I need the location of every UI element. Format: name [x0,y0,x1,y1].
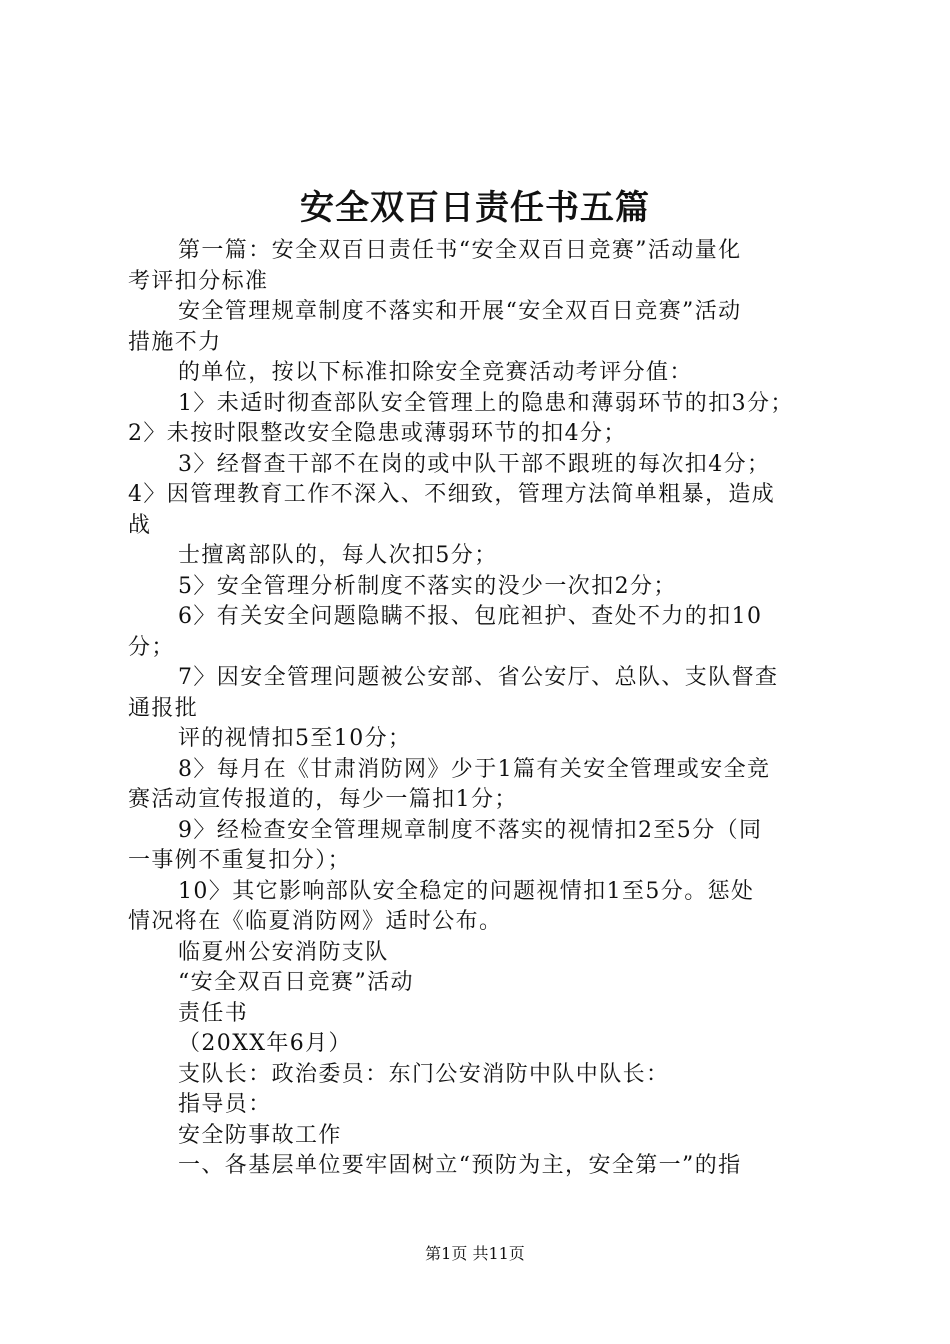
body-line: 2〉未按时限整改安全隐患或薄弱环节的扣4分； [128,421,627,446]
body-line: 士擅离部队的，每人次扣5分； [178,543,498,568]
body-line: 战 [128,512,152,538]
body-line: 安全防事故工作 [178,1122,342,1148]
body-line: “安全双百日竞赛”活动 [178,970,414,995]
body-line: 一事例不重复扣分）； [128,848,352,873]
body-line: （20XX年6月） [178,1031,352,1056]
body-line: 通报批 [128,695,199,721]
body-line: 情况将在《临夏消防网》适时公布。 [128,909,503,934]
body-line: 4〉因管理教育工作不深入、不细致，管理方法简单粗暴，造成 [128,482,776,507]
body-line: 第一篇：安全双百日责任书“安全双百日竞赛”活动量化 [178,238,742,263]
body-line: 分； [128,634,175,660]
body-line: 1〉未适时彻查部队安全管理上的隐患和薄弱环节的扣3分； [178,390,794,416]
body-line: 评的视情扣5至10分； [178,726,412,751]
body-line: 一、各基层单位要牢固树立“预防为主，安全第一”的指 [178,1153,742,1178]
document-body [128,236,834,1182]
body-line: 安全管理规章制度不落实和开展“安全双百日竞赛”活动 [178,299,742,324]
body-line: 指导员： [178,1092,272,1117]
document-title: 安全双百日责任书五篇 [300,188,650,228]
body-line: 责任书 [178,1000,249,1026]
body-line: 8〉每月在《甘肃消防网》少于1篇有关安全管理或安全竞 [178,756,771,782]
body-line: 支队长：政治委员：东门公安消防中队中队长： [178,1061,670,1087]
body-line: 5〉安全管理分析制度不落实的没少一次扣2分； [178,573,677,599]
body-line: 6〉有关安全问题隐瞒不报、包庇袒护、查处不力的扣10 [178,604,763,629]
body-line: 3〉经督查干部不在岗的或中队干部不跟班的每次扣4分； [178,451,771,477]
page-footer: 第1页 共11页 [425,1244,525,1263]
body-line: 考评扣分标准 [128,268,269,294]
body-line: 赛活动宣传报道的，每少一篇扣1分； [128,787,518,812]
body-line: 临夏州公安消防支队 [178,939,389,965]
body-line: 10〉其它影响部队安全稳定的问题视情扣1至5分。惩处 [178,878,755,904]
body-line: 措施不力 [128,329,222,355]
body-line: 7〉因安全管理问题被公安部、省公安厅、总队、支队督查 [178,665,779,690]
body-line: 9〉经检查安全管理规章制度不落实的视情扣2至5分（同 [178,817,763,843]
body-line: 的单位，按以下标准扣除安全竞赛活动考评分值： [178,360,693,385]
